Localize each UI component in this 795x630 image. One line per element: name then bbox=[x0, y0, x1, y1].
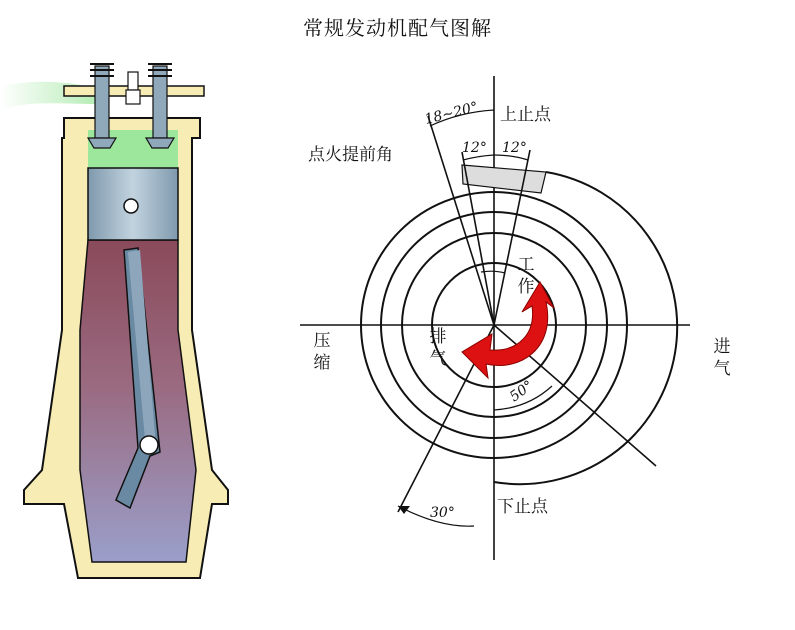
overlap-band bbox=[462, 165, 546, 193]
label-intake: 进 气 bbox=[713, 337, 731, 379]
angle-12-right: 12° bbox=[502, 140, 527, 156]
label-compression: 压 缩 bbox=[313, 331, 331, 373]
label-bdc: 下止点 bbox=[497, 497, 548, 517]
angle-ignition-range: 18~20° bbox=[423, 99, 480, 128]
label-exhaust: 排 气 bbox=[429, 327, 447, 369]
rotation-arrow bbox=[462, 282, 554, 378]
angle-intake-close: 30° bbox=[430, 505, 455, 521]
label-tdc: 上止点 bbox=[500, 105, 551, 125]
angle-exhaust-open: 50° bbox=[506, 377, 537, 406]
label-ignition-advance: 点火提前角 bbox=[308, 145, 393, 165]
angle-12-left: 12° bbox=[462, 140, 487, 156]
label-power: 工 作 bbox=[517, 255, 535, 297]
page-title: 常规发动机配气图解 bbox=[303, 16, 492, 40]
